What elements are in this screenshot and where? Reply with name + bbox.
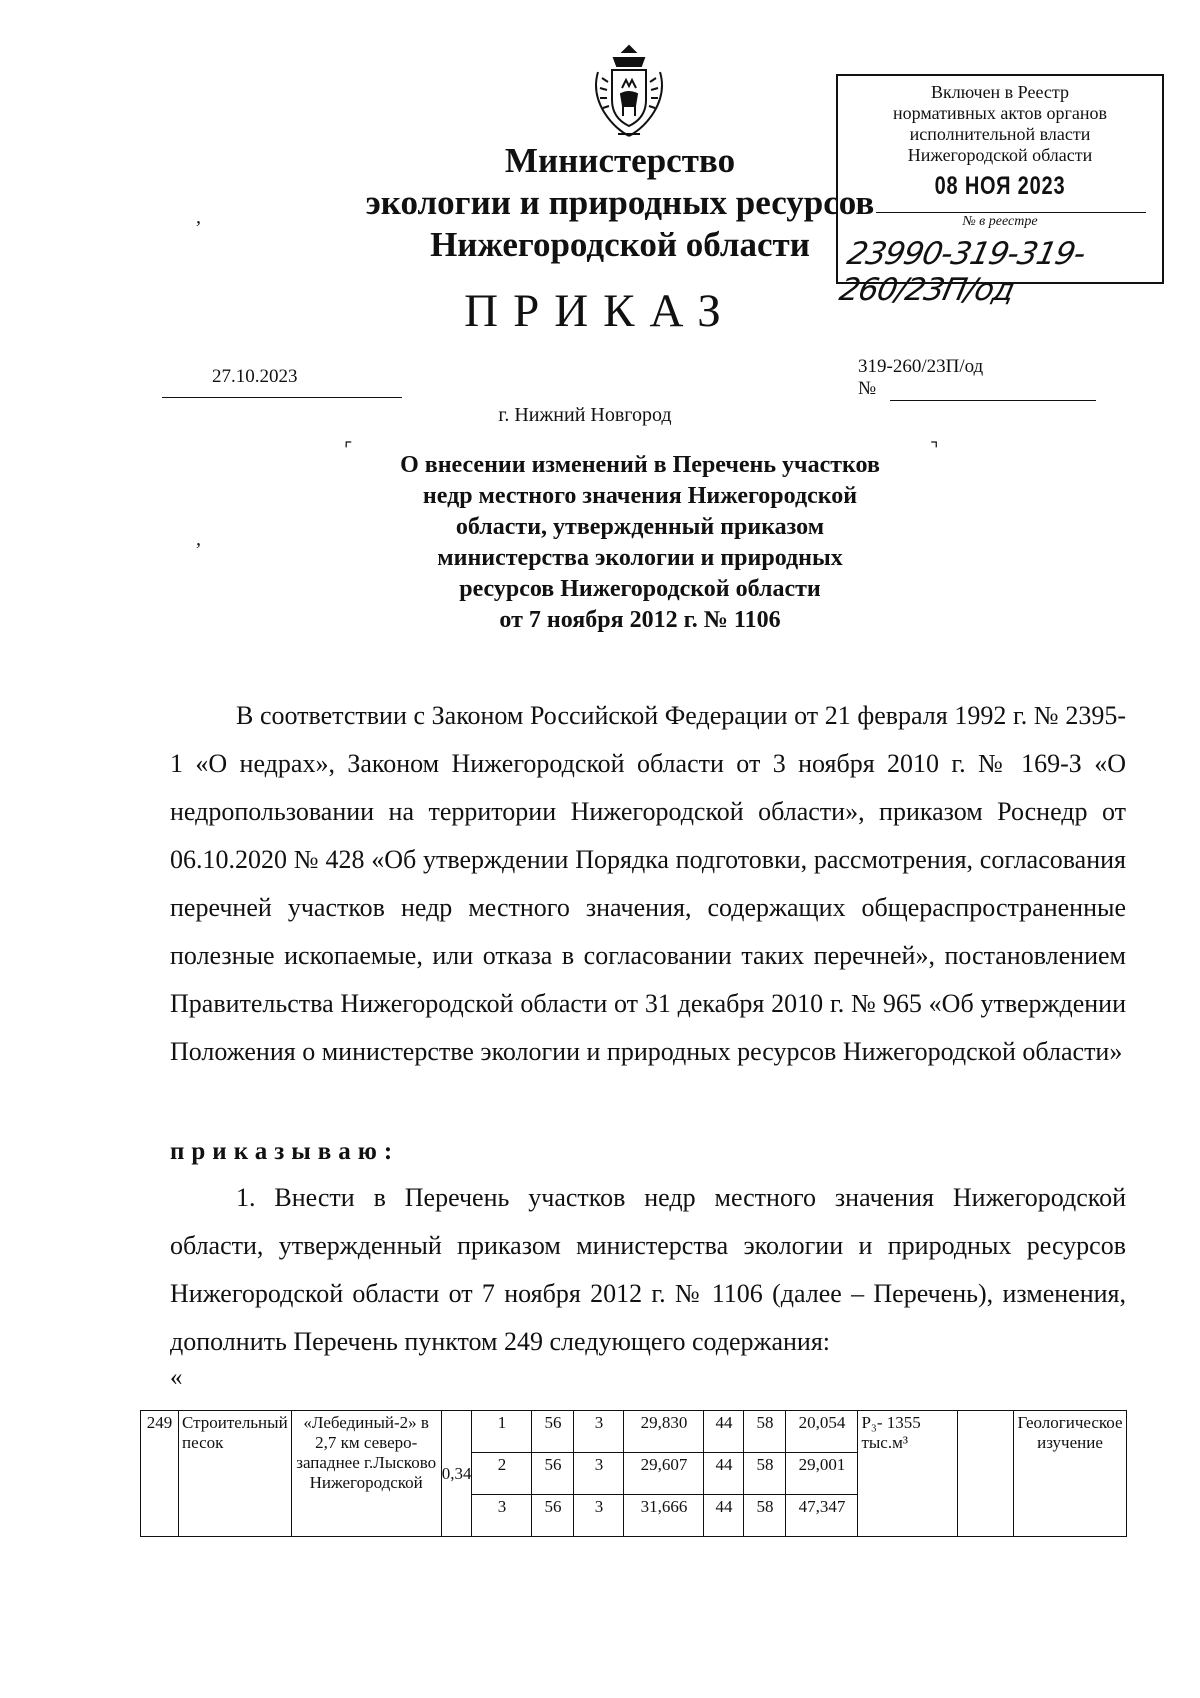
subject-line-5: ресурсов Нижегородской области bbox=[459, 576, 821, 602]
stamp-registry-label: № в реестре bbox=[962, 214, 1038, 229]
registry-stamp bbox=[836, 74, 1164, 308]
corner-bracket-left: ⌜ bbox=[344, 439, 353, 459]
subject-line-2: недр местного значения Нижегородской bbox=[422, 483, 858, 509]
stamp-divider bbox=[876, 212, 1146, 213]
cell-point-n: 1 bbox=[472, 1411, 532, 1453]
cell-lat-sec: 31,666 bbox=[624, 1495, 704, 1537]
cell-lat-deg: 56 bbox=[532, 1495, 574, 1537]
number-sign: № bbox=[858, 378, 877, 399]
corner-bracket-right: ⌝ bbox=[930, 439, 939, 459]
stamp-line-4: Нижегородской области bbox=[907, 145, 1093, 165]
cell-site: «Лебединый-2» в 2,7 км северо-западнее г.Лысково Нижегородской bbox=[291, 1411, 441, 1537]
order-subject bbox=[340, 450, 940, 636]
cell-lat-deg: 56 bbox=[532, 1411, 574, 1453]
stamp-date: 08 НОЯ 2023 bbox=[934, 172, 1066, 200]
stamp-line-1: Включен в Реестр bbox=[931, 82, 1069, 102]
opening-quote: « bbox=[170, 1364, 183, 1391]
cell-lat-deg: 56 bbox=[532, 1453, 574, 1495]
cell-lat-min: 3 bbox=[574, 1411, 624, 1453]
margin-mark-middle: , bbox=[196, 528, 201, 550]
ministry-name bbox=[340, 140, 900, 266]
cell-lon-sec: 29,001 bbox=[786, 1453, 858, 1495]
cell-lon-deg: 44 bbox=[704, 1495, 744, 1537]
cell-purpose: Геологическое изучение bbox=[1014, 1411, 1126, 1537]
orders-word: приказываю: bbox=[170, 1138, 400, 1165]
stamp-line-2: нормативных актов органов bbox=[892, 103, 1107, 123]
ministry-line-2: экологии и природных ресурсов bbox=[365, 183, 875, 222]
cell-lat-sec: 29,830 bbox=[624, 1411, 704, 1453]
cell-lon-deg: 44 bbox=[704, 1453, 744, 1495]
order-date: 27.10.2023 bbox=[212, 366, 298, 387]
sites-table bbox=[140, 1410, 1127, 1537]
cell-mineral: Строительный песок bbox=[179, 1411, 292, 1537]
stamp-registry-number: 23990-319-319-260/23П/од bbox=[836, 236, 1089, 308]
cell-point-n: 2 bbox=[472, 1453, 532, 1495]
cell-lat-min: 3 bbox=[574, 1453, 624, 1495]
number-underline bbox=[890, 400, 1096, 401]
margin-mark-top: , bbox=[196, 206, 201, 228]
cell-lon-deg: 44 bbox=[704, 1411, 744, 1453]
date-underline bbox=[162, 397, 402, 398]
item-1-paragraph: 1. Внести в Перечень участков недр местного значения Нижегородской области, утвержденный приказом министерства экологии и природных ресурсов Нижегородской области от 7 ноября 2012 г. № 1106 (далее – Перечень), изменения, дополнить Перечень пунктом 249 следующего содержания: bbox=[170, 1183, 1126, 1356]
cell-lat-sec: 29,607 bbox=[624, 1453, 704, 1495]
subject-line-1: О внесении изменений в Перечень участков bbox=[400, 452, 880, 478]
preamble-paragraph: В соответствии с Законом Российской Федерации от 21 февраля 1992 г. № 2395-1 «О недрах», Законом Нижегородской области от 3 ноября 2010 г. № 169-З «О недропользовании на территории Нижегородской области», приказом Роснедр от 06.10.2020 № 428 «Об утверждении Порядка подготовки, рассмотрения, согласования перечней участков недр местного значения, содержащих общераспространенные полезные ископаемые, или отказа в согласовании таких перечней», постановлением Правительства Нижегородской области от 31 декабря 2010 г. № 965 «Об утверждении Положения о министерстве экологии и природных ресурсов Нижегородской области» bbox=[170, 701, 1126, 1066]
ministry-line-3: Нижегородской области bbox=[430, 225, 810, 264]
subject-line-6: от 7 ноября 2012 г. № 1106 bbox=[499, 607, 781, 633]
coat-of-arms-emblem bbox=[588, 42, 670, 142]
cell-point-n: 3 bbox=[472, 1495, 532, 1537]
order-number: 319-260/23П/од bbox=[858, 356, 984, 377]
cell-lon-min: 58 bbox=[744, 1411, 786, 1453]
subject-line-3: области, утвержденный приказом bbox=[455, 514, 825, 540]
cell-lon-sec: 20,054 bbox=[786, 1411, 858, 1453]
cell-lon-sec: 47,347 bbox=[786, 1495, 858, 1537]
city: г. Нижний Новгород bbox=[498, 404, 672, 426]
cell-empty bbox=[958, 1411, 1014, 1537]
cell-lon-min: 58 bbox=[744, 1495, 786, 1537]
document-type-title: ПРИКАЗ bbox=[464, 285, 736, 337]
cell-resources: Р₃- 1355 тыс.м³ bbox=[858, 1411, 958, 1537]
cell-area: 0,34 bbox=[441, 1411, 472, 1537]
table-row bbox=[141, 1411, 1127, 1453]
cell-index: 249 bbox=[141, 1411, 179, 1537]
ministry-line-1: Министерство bbox=[504, 141, 736, 180]
stamp-line-3: исполнительной власти bbox=[909, 124, 1091, 144]
cell-lon-min: 58 bbox=[744, 1453, 786, 1495]
cell-lat-min: 3 bbox=[574, 1495, 624, 1537]
subject-line-4: министерства экологии и природных bbox=[437, 545, 843, 571]
